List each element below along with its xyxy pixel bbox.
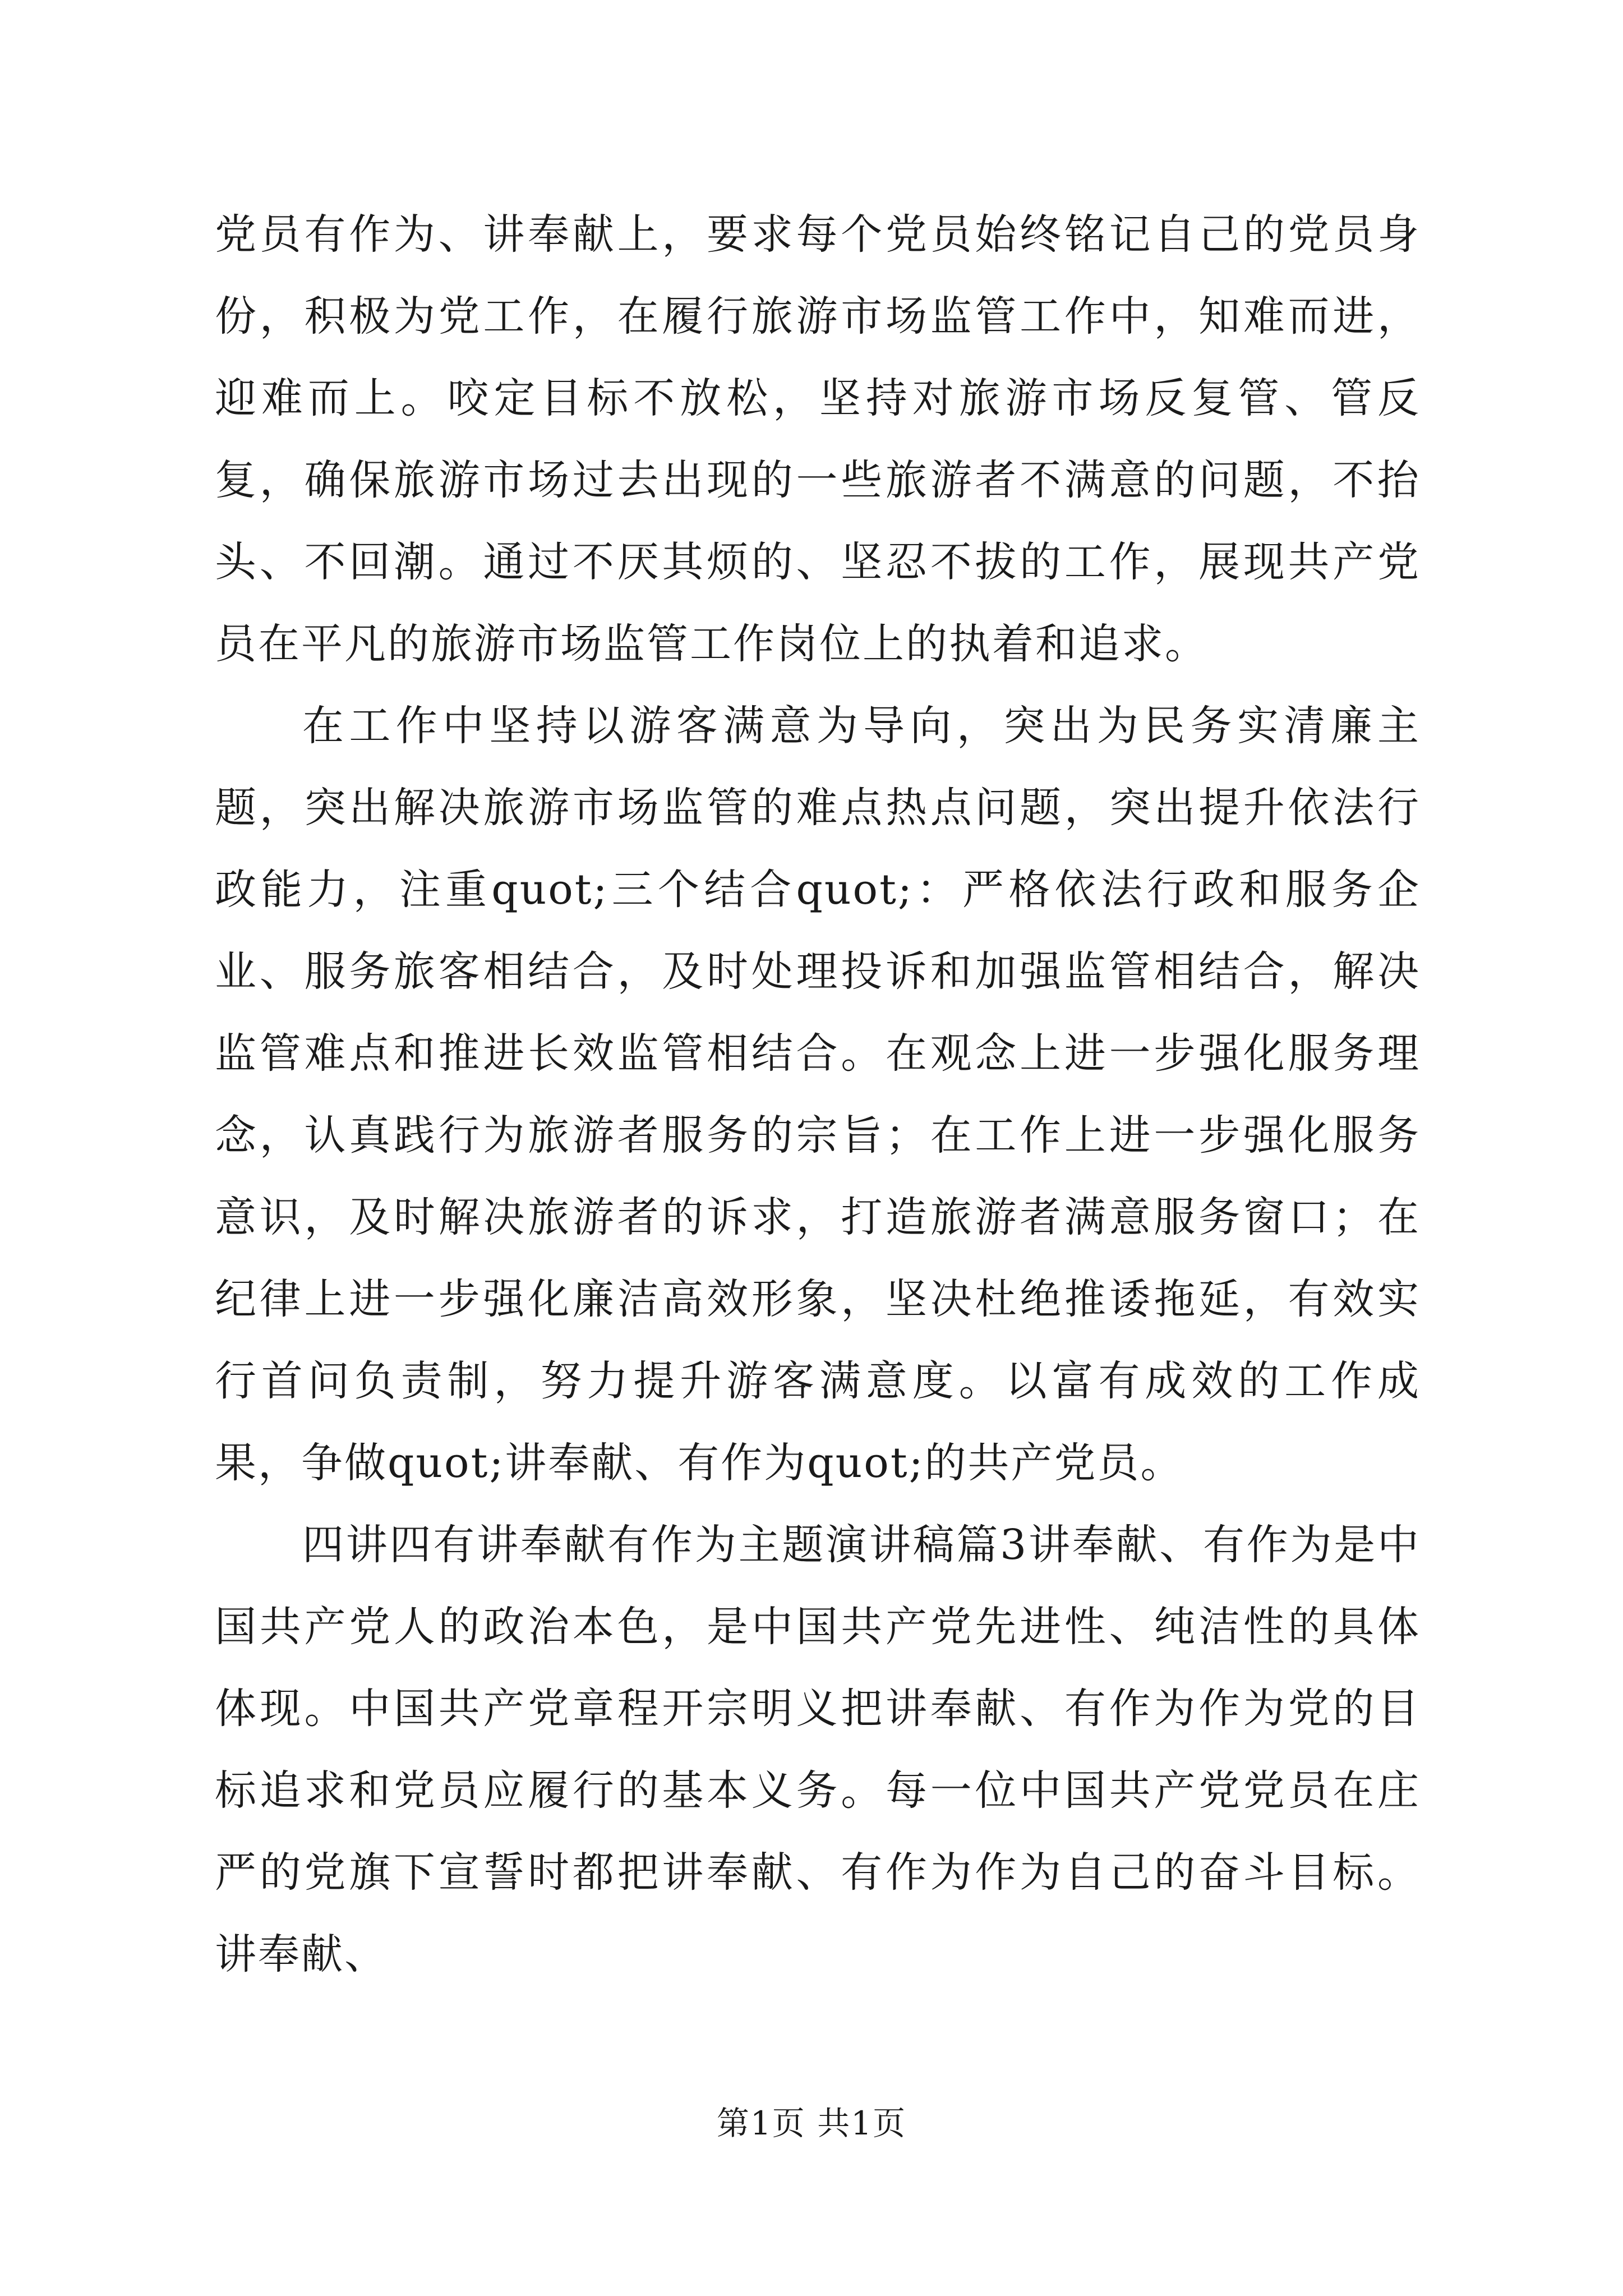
paragraph-2: 在工作中坚持以游客满意为导向，突出为民务实清廉主题，突出解决旅游市场监管的难点热点问题，突出提升依法行政能力，注重quot;三个结合quot;：严格依法行政和服务企业、服务旅客相结合，及时处理投诉和加强监管相结合，解决监管难点和推进长效监管相结合。在观念上进一步强化服务理念，认真践行为旅游者服务的宗旨；在工作上进一步强化服务意识，及时解决旅游者的诉求，打造旅游者满意服务窗口；在纪律上进一步强化廉洁高效形象，坚决杜绝推诿拖延，有效实行首问负责制，努力提升游客满意度。以富有成效的工作成果，争做quot;讲奉献、有作为quot;的共产党员。 (215, 702, 1421, 1487)
paragraph-1: 党员有作为、讲奉献上，要求每个党员始终铭记自己的党员身份，积极为党工作，在履行旅游市场监管工作中，知难而进，迎难而上。咬定目标不放松，坚持对旅游市场反复管、管反复，确保旅游市场过去出现的一些旅游者不满意的问题，不抬头、不回潮。通过不厌其烦的、坚忍不拔的工作，展现共产党员在平凡的旅游市场监管工作岗位上的执着和追求。 (215, 210, 1421, 668)
page-footer: 第1页 共1页 (716, 2104, 907, 2142)
paragraph-3: 四讲四有讲奉献有作为主题演讲稿篇3讲奉献、有作为是中国共产党人的政治本色，是中国共产党先进性、纯洁性的具体体现。中国共产党章程开宗明义把讲奉献、有作为作为党的目标追求和党员应履行的基本义务。每一位中国共产党党员在庄严的党旗下宣誓时都把讲奉献、有作为作为自己的奋斗目标。讲奉献、 (215, 1521, 1421, 1978)
document-body (215, 194, 1421, 1995)
